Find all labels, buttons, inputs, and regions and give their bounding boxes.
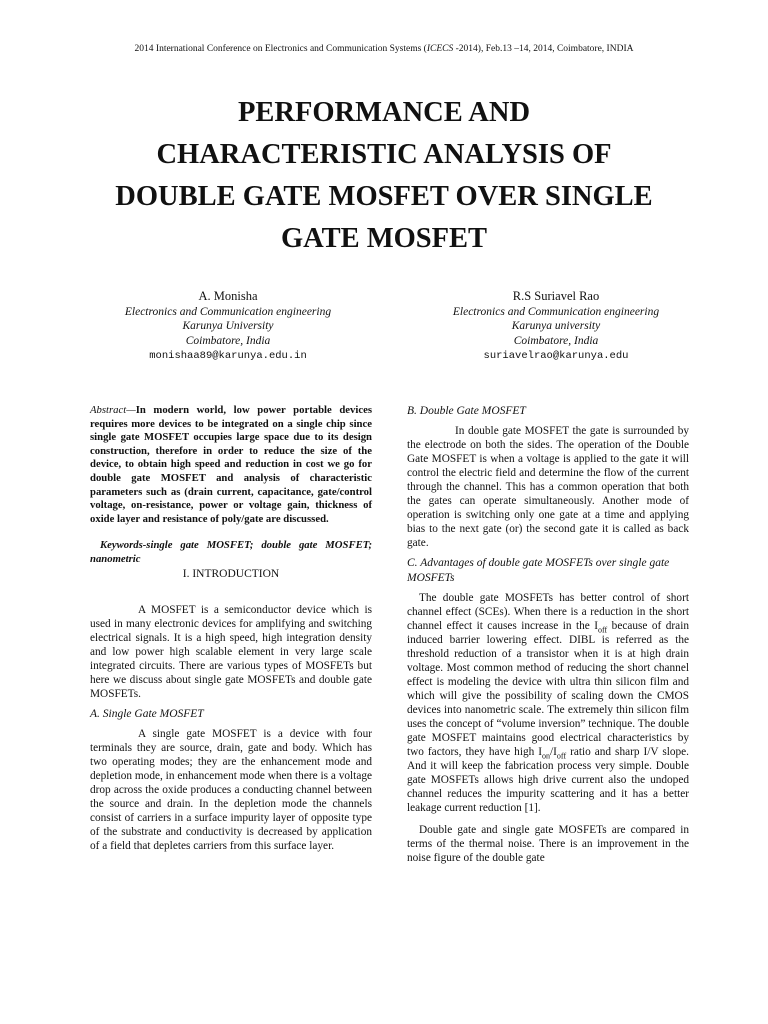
text-run: /I — [550, 746, 557, 759]
subscript: on — [542, 751, 551, 761]
advantages-paragraph-2: Double gate and single gate MOSFETs are compared in terms of the thermal noise. There is an improvement in the noise figure of the double gate — [407, 824, 689, 865]
author-email[interactable]: monishaa89@karunya.edu.in — [149, 350, 307, 362]
title-line: PERFORMANCE AND — [237, 97, 531, 128]
text-run: because of drain induced barrier lowering effect. DIBL is referred as the threshold reduction of a transistor when it is at high drain voltage. Most common method of reducing the short channel effect is modeling the device with ultra thin silicon film and which will give the possibility of scaling down the CMOS devices into nanometric scale. The extremely thin silicon film uses the concept of “volume inversion” technique. The double gate MOSFET maintains good electrical characteristics by two factors, they have high I — [407, 619, 689, 759]
subscript: off — [598, 624, 608, 634]
single-gate-paragraph: A single gate MOSFET is a device with four terminals they are source, drain, gate and body. Which has two operating modes; they are the enhancement mode and depletion mode, in enhancement mode when there is a voltage drop across the oxide produces a conducting channel between the source and drain. In the depletion mode the channels consist of carriers in a surface impurity layer of opposite type of the substrate and conductivity is decreased by application of a field that depletes carriers from this surface layer. — [90, 727, 372, 853]
keywords: Keywords-single gate MOSFET; double gate MOSFET; nanometric — [90, 539, 372, 565]
subsection-title-advantages: C. Advantages of double gate MOSFETs over single gate MOSFETs — [407, 557, 670, 584]
conference-header-post: -2014), Feb.13 –14, 2014, Coimbatore, INDIA — [453, 44, 634, 54]
text-run: ratio and sharp I/V slope. And it will keep the fabrication process very simple. Double gate MOSFETs allows high drive current also the undoped channel reduces the impurity scattering and it has a better leakage current reduction [1]. — [407, 746, 689, 815]
abstract — [90, 404, 372, 526]
subscript: off — [556, 751, 567, 761]
author-block-2 — [376, 289, 736, 364]
right-column — [407, 404, 689, 865]
author-location: Coimbatore, India — [513, 334, 599, 347]
paper-title — [60, 92, 708, 260]
conference-header — [0, 44, 768, 54]
author-email[interactable]: suriavelrao@karunya.edu — [483, 350, 629, 362]
author-block-1 — [48, 289, 408, 364]
subsection-title-single-gate: A. Single Gate MOSFET — [90, 707, 204, 720]
introduction-paragraph: A MOSFET is a semiconductor device which is used in many electronic devices for amplifying and switching electrical signals. It is a high speed, high integration density and low power high scalable element in very large scale integrated circuits. There are various types of MOSFETs but here we discuss about single gate MOSFETs and double gate MOSFETs. — [90, 603, 372, 700]
author-university: Karunya University — [182, 320, 274, 332]
author-name: R.S Suriavel Rao — [512, 289, 600, 303]
left-column — [90, 404, 372, 853]
abstract-text: In modern world, low power portable devices requires more devices to be integrated on a single chip since single gate MOSFET occupies large space due to its design construction, therefore in order to reduce the size of the device, to obtain high speed and reduction in cost we go for double gate MOSFET and analysis of characteristic parameters such as (drain current, capacitance, gate/control voltage, on-resistance, power or voltage gain, thickness of oxide layer and resistance of poly/gate are discussed. — [90, 404, 372, 525]
conference-acronym: ICECS — [426, 44, 454, 54]
author-location: Coimbatore, India — [185, 334, 271, 347]
author-university: Karunya university — [511, 320, 601, 332]
text-run: The double gate MOSFETs has better control of short channel effect (SCEs). When there is a reduction in the short channel effect it causes increase in the I — [407, 591, 689, 632]
title-line: CHARACTERISTIC ANALYSIS OF — [156, 139, 612, 170]
paragraph-spacer — [407, 815, 689, 823]
subsection-title-double-gate: B. Double Gate MOSFET — [407, 405, 526, 417]
double-gate-paragraph: In double gate MOSFET the gate is surrounded by the electrode on both the sides. The operation of the Double Gate MOSFET is when a voltage is applied to the gate it will control the electric field and determine the flow of the current through the channel. This has a common operation that both the gates can operate simultaneously. Another mode of operation is switching only one gate at a time and applying bias to the next gate (or) the second gate it is called as back gate. — [407, 425, 689, 550]
advantages-paragraph-1 — [407, 591, 689, 816]
author-department: Electronics and Communication engineering — [452, 305, 660, 318]
title-line: DOUBLE GATE MOSFET OVER SINGLE — [115, 181, 653, 212]
section-title-introduction: I. INTRODUCTION — [182, 567, 280, 580]
title-line: GATE MOSFET — [280, 223, 488, 254]
author-department: Electronics and Communication engineering — [124, 305, 332, 318]
conference-header-pre: 2014 International Conference on Electronics and Communication Systems ( — [134, 44, 427, 54]
abstract-lead: Abstract— — [90, 404, 136, 416]
author-name: A. Monisha — [198, 289, 258, 303]
